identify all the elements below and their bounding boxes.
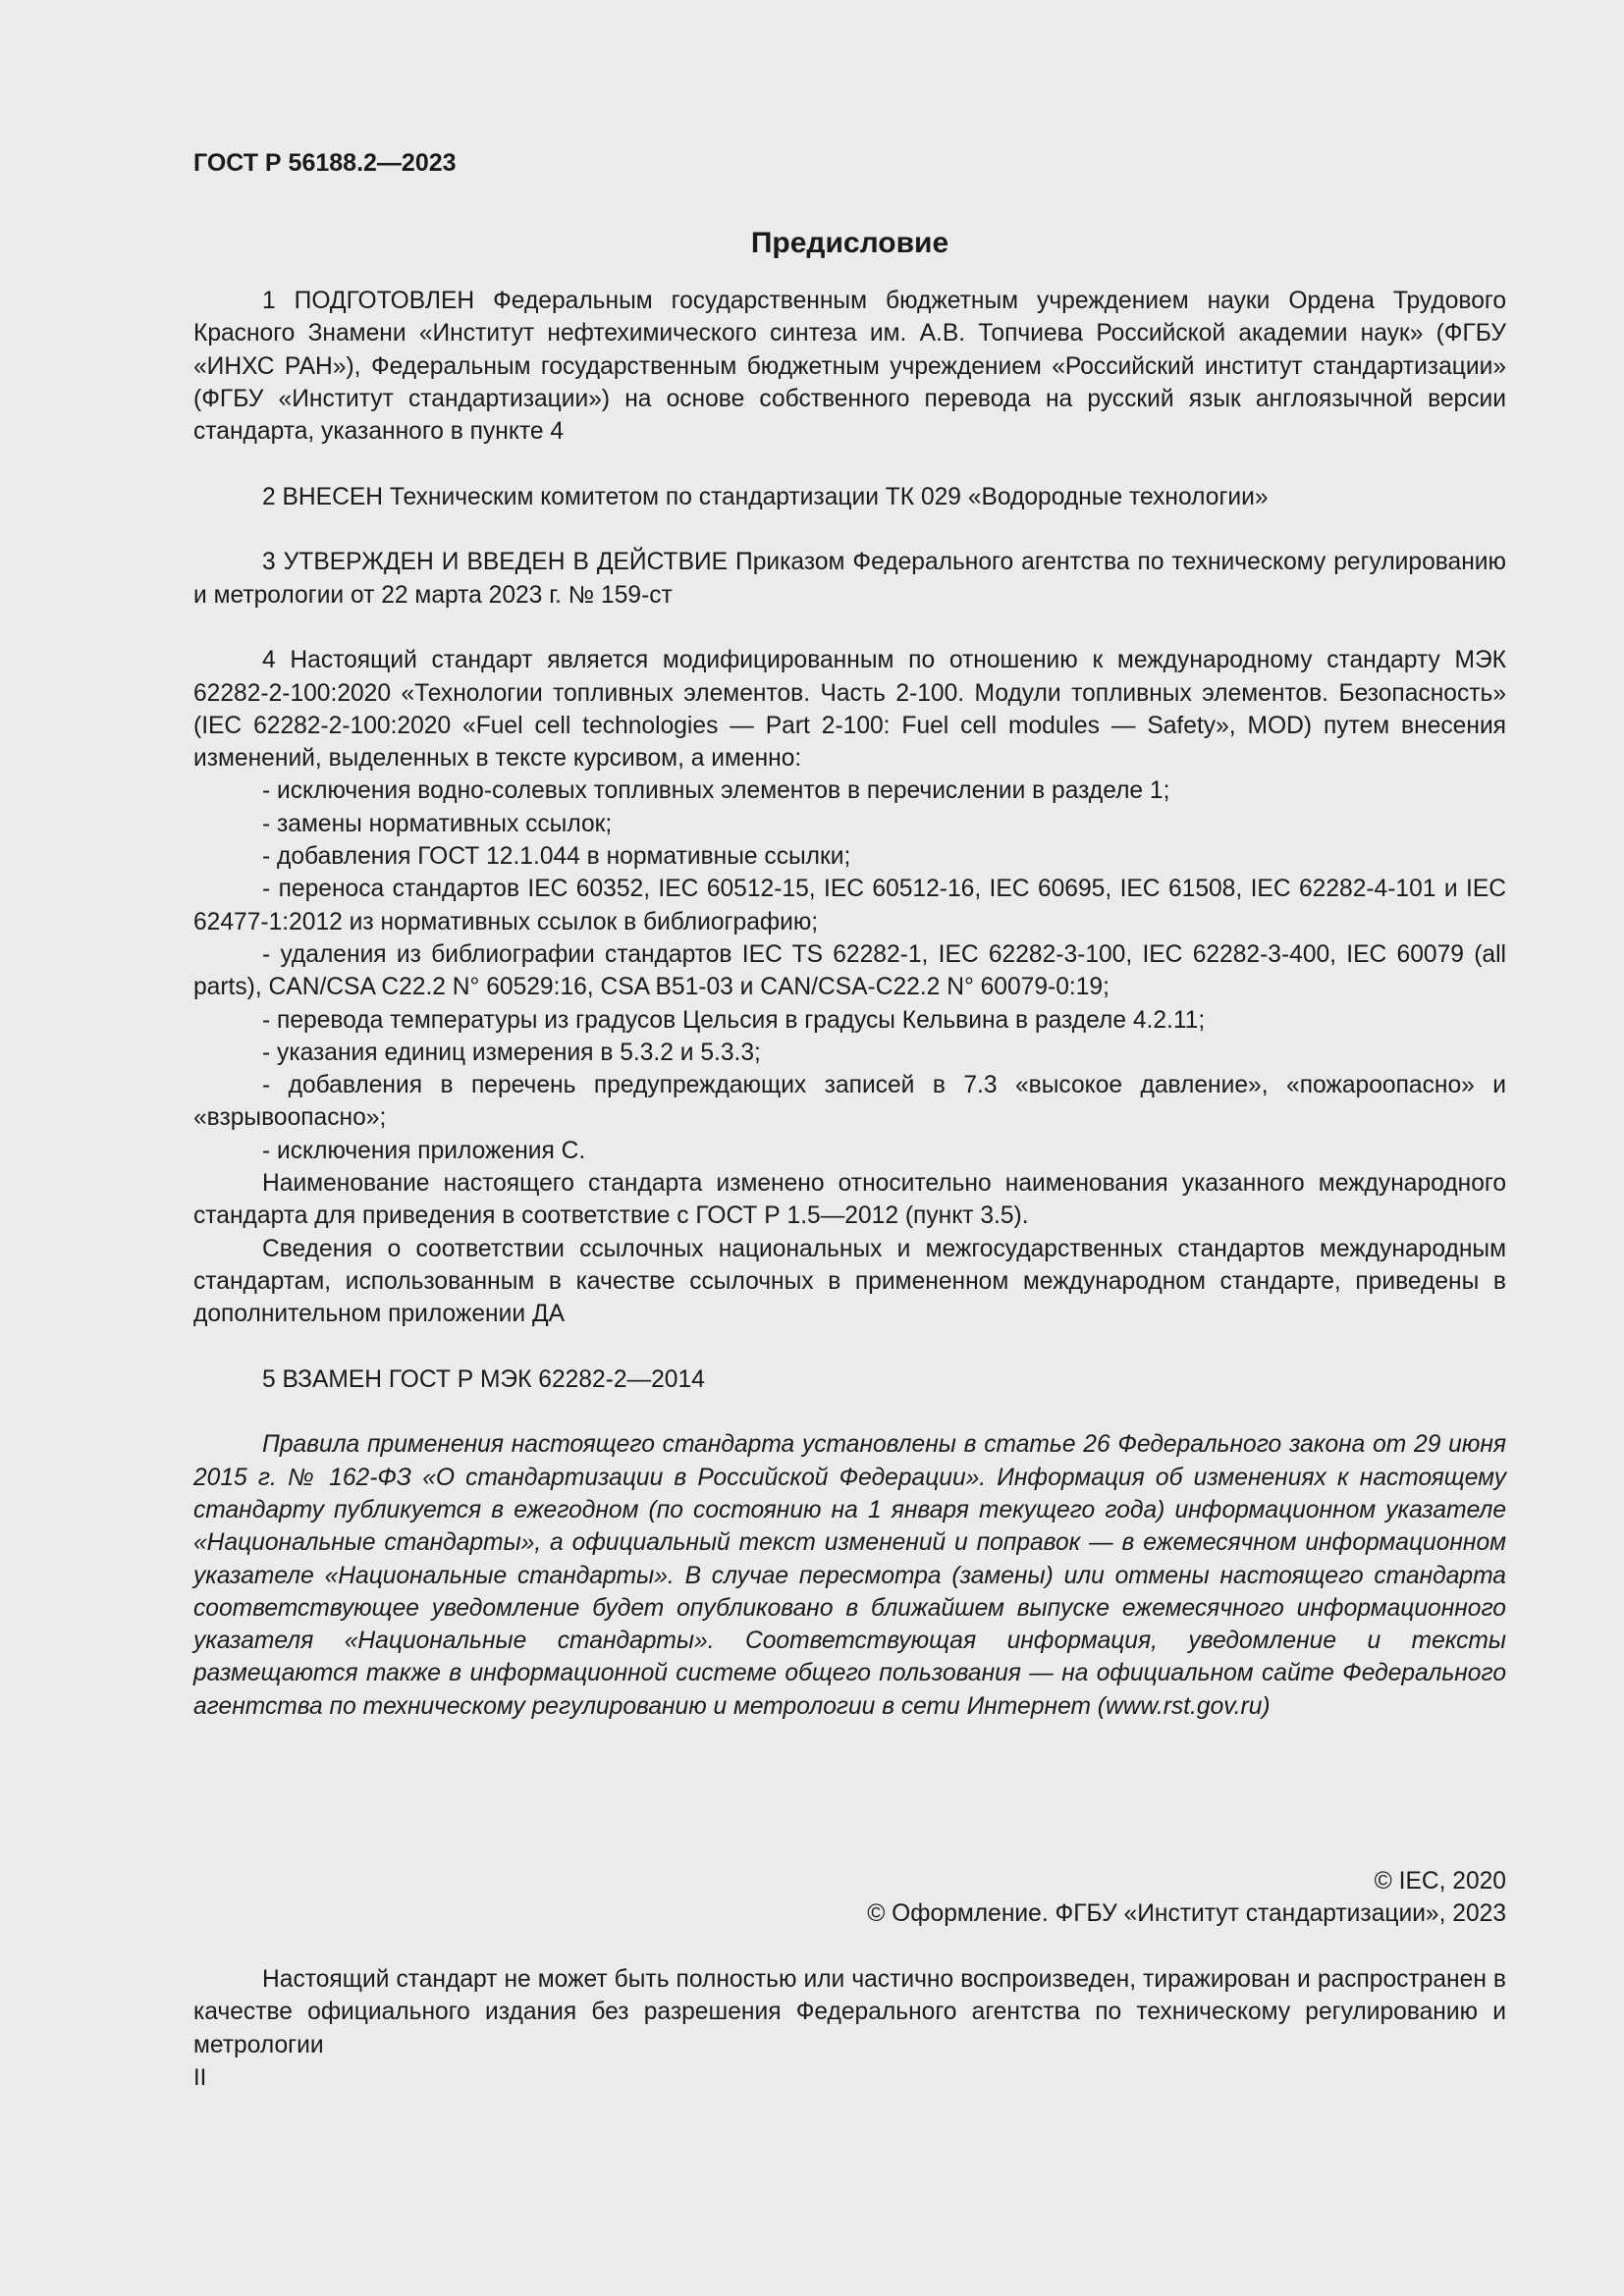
document-code: ГОСТ Р 56188.2—2023 bbox=[193, 149, 457, 177]
name-change-note: Наименование настоящего стандарта изменено относительно наименования указанного международного стандарта для приведения в соответствие с ГОСТ Р 1.5—2012 (пункт 3.5). bbox=[193, 1170, 1506, 1230]
copyright-iec: © IEC, 2020 bbox=[1374, 1868, 1506, 1895]
references-note: Сведения о соответствии ссылочных национальных и межгосударственных стандартов международным стандартам, использованным в качестве ссылочных в примененном международном стандарте, приведены в дополнительном приложении ДА bbox=[193, 1235, 1506, 1328]
copyright-block bbox=[193, 1865, 1506, 1931]
change-list-item: - указания единиц измерения в 5.3.2 и 5.3.3; bbox=[262, 1039, 761, 1066]
change-list-item: - добавления в перечень предупреждающих записей в 7.3 «высокое давление», «пожароопасно» и «взрывоопасно»; bbox=[193, 1072, 1506, 1132]
page-number: II bbox=[193, 2064, 207, 2091]
foreword-item-3: 3 УТВЕРЖДЕН И ВВЕДЕН В ДЕЙСТВИЕ Приказом Федерального агентства по техническому регулированию и метрологии от 22 марта 2023 г. № 159-ст bbox=[193, 549, 1506, 609]
foreword-item-4: 4 Настоящий стандарт является модифицированным по отношению к международному стандарту МЭК 62282-2-100:2020 «Технологии топливных элементов. Часть 2-100. Модули топливных элементов. Безопасность» (IEC 62282-2-100:2020 «Fuel cell technologies — Part 2-100: Fuel cell modules — Safety», MOD) путем внесения изменений, выделенных в тексте курсивом, а именно: bbox=[193, 647, 1506, 773]
change-list-item: - переноса стандартов IEC 60352, IEC 60512-15, IEC 60512-16, IEC 60695, IEC 61508, IEC 62282-4-101 и IEC 62477-1:2012 из нормативных ссылок в библиографию; bbox=[193, 876, 1506, 935]
reproduction-notice: Настоящий стандарт не может быть полностью или частично воспроизведен, тиражирован и распространен в качестве официального издания без разрешения Федерального агентства по техническому регулированию и метрологии bbox=[193, 1966, 1506, 2058]
foreword-item-5: 5 ВЗАМЕН ГОСТ Р МЭК 62282-2—2014 bbox=[262, 1365, 705, 1393]
copyright-publisher: © Оформление. ФГБУ «Институт стандартизации», 2023 bbox=[867, 1900, 1506, 1928]
change-list-item: - добавления ГОСТ 12.1.044 в нормативные ссылки; bbox=[262, 843, 851, 871]
change-list-item: - замены нормативных ссылок; bbox=[262, 810, 613, 837]
document-page bbox=[193, 147, 1506, 2091]
section-title: Предисловие bbox=[750, 227, 949, 259]
change-list-item: - исключения водно-солевых топливных элементов в перечислении в разделе 1; bbox=[262, 777, 1170, 805]
foreword-body bbox=[193, 285, 1506, 1723]
foreword-item-1: 1 ПОДГОТОВЛЕН Федеральным государственным бюджетным учреждением науки Ордена Трудового Красного Знамени «Институт нефтехимического синтеза им. А.В. Топчиева Российской академии наук» (ФГБУ «ИНХС РАН»), Федеральным государственным бюджетным учреждением «Российский институт стандартизации» (ФГБУ «Институт стандартизации») на основе собственного перевода на русский язык англоязычной версии стандарта, указанного в пункте 4 bbox=[193, 288, 1506, 446]
foreword-item-2: 2 ВНЕСЕН Техническим комитетом по стандартизации ТК 029 «Водородные технологии» bbox=[262, 483, 1269, 510]
change-list-item: - перевода температуры из градусов Цельсия в градусы Кельвина в разделе 4.2.11; bbox=[262, 1006, 1206, 1034]
application-rules-note: Правила применения настоящего стандарта установлены в статье 26 Федерального закона от 29 июня 2015 г. № 162-ФЗ «О стандартизации в Российской Федерации». Информация об изменениях к настоящему стандарту публикуется в ежегодном (по состоянию на 1 января текущего года) информационном указателе «Национальные стандарты», а официальный текст изменений и поправок — в ежемесячном информационном указателе «Национальные стандарты». В случае пересмотра (замены) или отмены настоящего стандарта соответствующее уведомление будет опубликовано в ближайшем выпуске ежемесячного информационного указателя «Национальные стандарты». Соответствующая информация, уведомление и тексты размещаются также в информационной системе общего пользования — на официальном сайте Федерального агентства по техническому регулированию и метрологии в сети Интернет (www.rst.gov.ru) bbox=[193, 1431, 1506, 1720]
change-list-item: - исключения приложения С. bbox=[262, 1137, 586, 1164]
reproduction-notice-block bbox=[193, 1963, 1506, 2061]
change-list-item: - удаления из библиографии стандартов IEC TS 62282-1, IEC 62282-3-100, IEC 62282-3-400, IEC 60079 (all parts), CAN/CSA C22.2 N° 60529:16, CSA B51-03 и CAN/CSA-C22.2 N° 60079-0:19; bbox=[193, 940, 1506, 1001]
